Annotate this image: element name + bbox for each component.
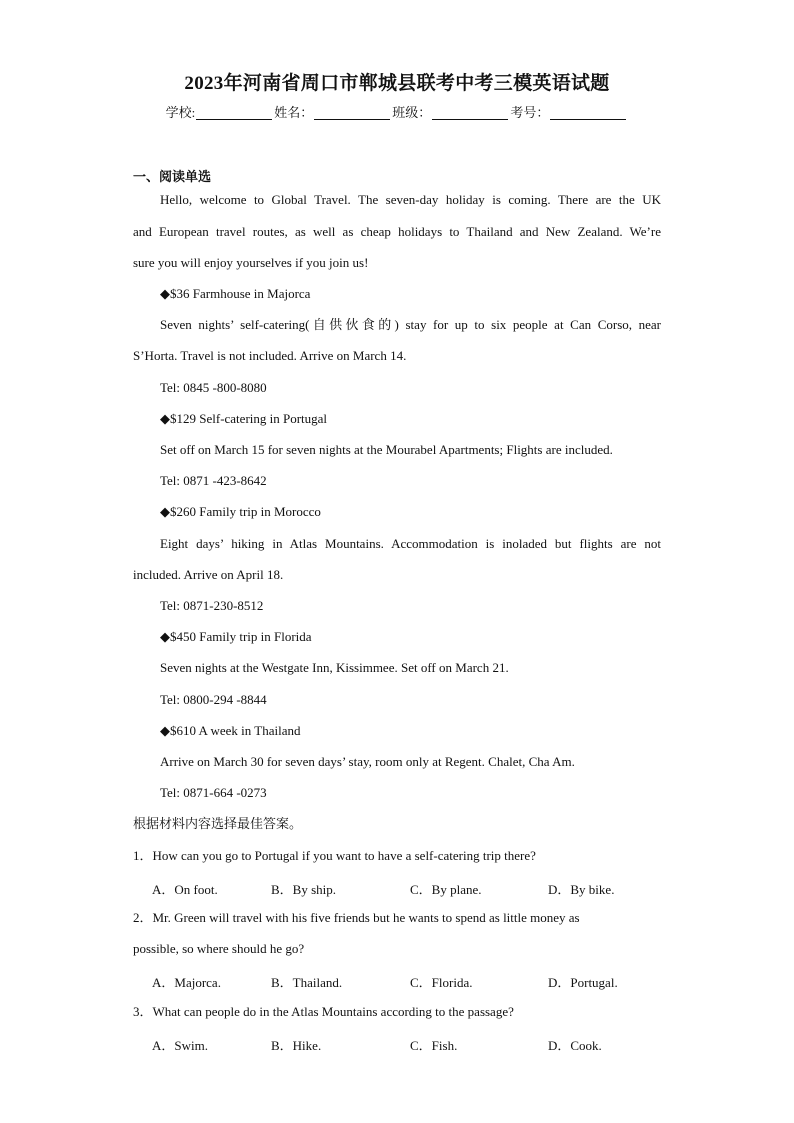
- passage-intro-line-2: and European travel routes, as well as cheap holidays to Thailand and New Zealand. We’re: [133, 224, 661, 239]
- question-2-option-d[interactable]: D．Portugal.: [548, 975, 618, 990]
- question-3-option-a[interactable]: A．Swim.: [152, 1038, 208, 1053]
- item2-body: Set off on March 15 for seven nights at the Mourabel Apartments; Flights are included.: [160, 442, 613, 457]
- item1-body-line-1: Seven nights’ self-catering(自供伙食的) stay for up to six people at Can Corso, near: [160, 317, 661, 332]
- question-2-stem-line-1: 2．Mr. Green will travel with his five friends but he wants to spend as little money as: [133, 910, 580, 925]
- passage-intro-line-3: sure you will enjoy yourselves if you join us!: [133, 255, 369, 270]
- item1-body-line-2: S’Horta. Travel is not included. Arrive on March 14.: [133, 348, 407, 363]
- number-label: 考号：: [510, 105, 550, 120]
- question-3-stem: 3．What can people do in the Atlas Mountains according to the passage?: [133, 1004, 514, 1019]
- question-1-option-a[interactable]: A．On foot.: [152, 882, 218, 897]
- item3-body-line-2: included. Arrive on April 18.: [133, 567, 284, 582]
- item5-tel: Tel: 0871-664 -0273: [160, 785, 267, 800]
- question-1-stem: 1．How can you go to Portugal if you want to have a self-catering trip there?: [133, 848, 536, 863]
- school-blank[interactable]: [196, 106, 272, 120]
- item3-heading: ◆$260 Family trip in Morocco: [160, 504, 321, 519]
- question-2-stem-line-2: possible, so where should he go?: [133, 941, 305, 956]
- question-3-option-d[interactable]: D．Cook.: [548, 1038, 602, 1053]
- instruction: 根据材料内容选择最佳答案。: [133, 816, 303, 831]
- question-3-option-c[interactable]: C．Fish.: [410, 1038, 458, 1053]
- item4-body: Seven nights at the Westgate Inn, Kissimmee. Set off on March 21.: [160, 660, 509, 675]
- item4-tel: Tel: 0800-294 -8844: [160, 692, 267, 707]
- school-label: 学校:: [165, 105, 196, 120]
- exam-title: 2023年河南省周口市郸城县联考中考三模英语试题: [184, 73, 610, 94]
- number-blank[interactable]: [550, 106, 626, 120]
- item3-body-line-1: Eight days’ hiking in Atlas Mountains. Accommodation is inoladed but flights are not: [160, 536, 661, 551]
- item2-heading: ◆$129 Self-catering in Portugal: [160, 411, 328, 426]
- question-1-option-b[interactable]: B．By ship.: [271, 882, 337, 897]
- item4-heading: ◆$450 Family trip in Florida: [160, 629, 312, 644]
- item1-tel: Tel: 0845 -800-8080: [160, 380, 267, 395]
- section-title: 一、阅读单选: [133, 169, 212, 184]
- question-3-option-b[interactable]: B．Hike.: [271, 1038, 322, 1053]
- question-2-option-c[interactable]: C．Florida.: [410, 975, 473, 990]
- student-info-line: [0, 102, 794, 121]
- name-blank[interactable]: [314, 106, 390, 120]
- question-1-option-c[interactable]: C．By plane.: [410, 882, 482, 897]
- class-blank[interactable]: [432, 106, 508, 120]
- name-label: 姓名：: [274, 105, 314, 120]
- passage-intro-line-1: Hello, welcome to Global Travel. The seven-day holiday is coming. There are the UK: [160, 192, 661, 207]
- class-label: 班级：: [392, 105, 432, 120]
- item2-tel: Tel: 0871 -423-8642: [160, 473, 267, 488]
- question-1-option-d[interactable]: D．By bike.: [548, 882, 615, 897]
- item1-heading: ◆$36 Farmhouse in Majorca: [160, 286, 311, 301]
- question-2-option-a[interactable]: A．Majorca.: [152, 975, 221, 990]
- item3-tel: Tel: 0871-230-8512: [160, 598, 264, 613]
- item5-body: Arrive on March 30 for seven days’ stay, room only at Regent. Chalet, Cha Am.: [160, 754, 575, 769]
- question-2-option-b[interactable]: B．Thailand.: [271, 975, 343, 990]
- item5-heading: ◆$610 A week in Thailand: [160, 723, 301, 738]
